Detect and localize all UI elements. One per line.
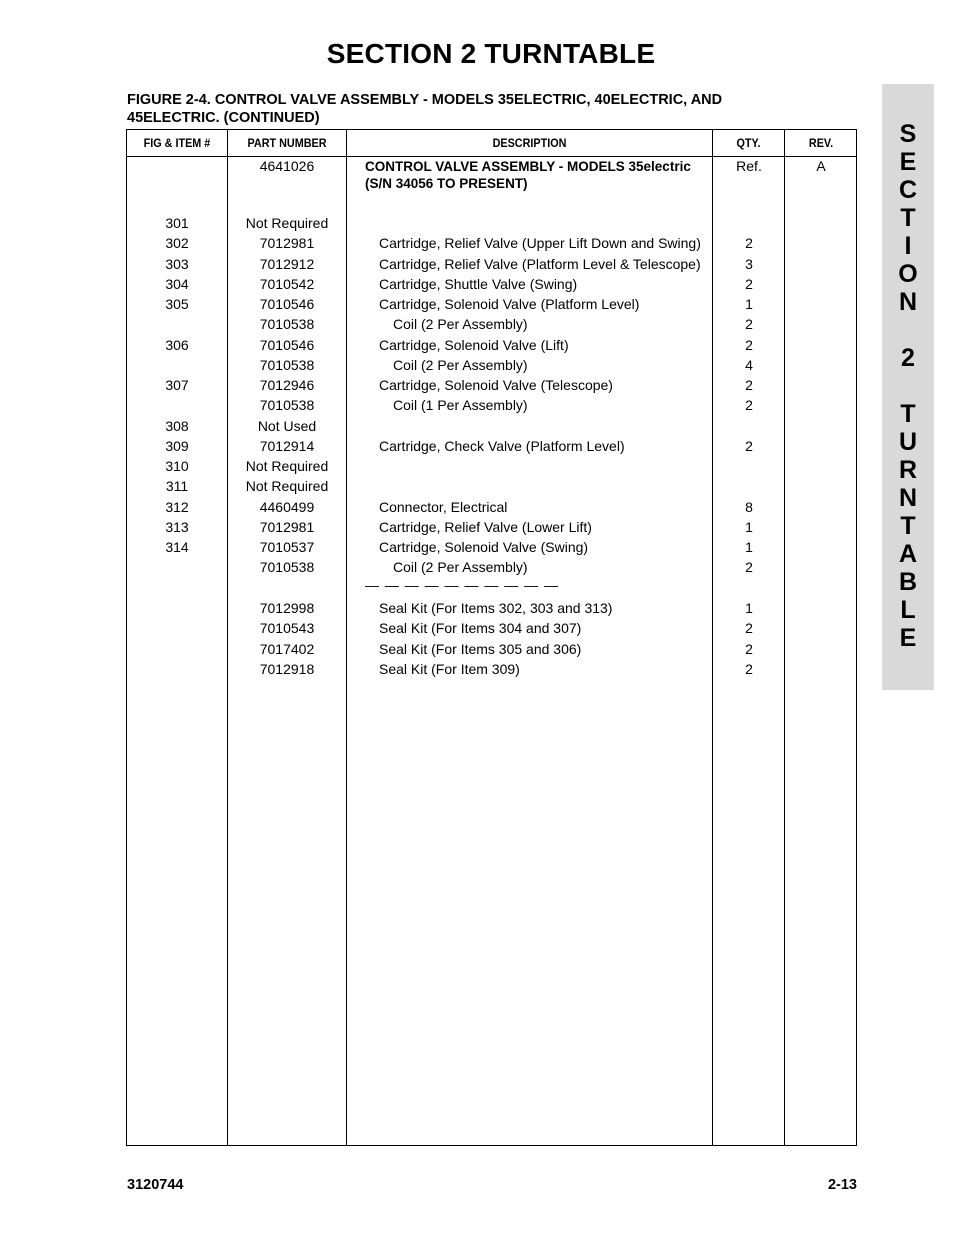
- part-qty: 2: [745, 235, 753, 251]
- part-description: Cartridge, Relief Valve (Platform Level & Telescope): [379, 256, 701, 272]
- side-tab-letter: I: [904, 232, 912, 260]
- part-description: Cartridge, Check Valve (Platform Level): [379, 438, 625, 454]
- part-number: Not Required: [245, 215, 329, 231]
- part-number: 7010546: [259, 296, 315, 312]
- part-qty: 2: [745, 377, 753, 393]
- header-part-number: PART NUMBER: [247, 136, 327, 150]
- header-description: DESCRIPTION: [492, 136, 567, 150]
- kit-qty: 2: [745, 641, 753, 657]
- kit-description: Seal Kit (For Item 309): [379, 661, 520, 677]
- side-tab-letter: T: [900, 204, 916, 232]
- part-number: 7010542: [259, 276, 315, 292]
- item-number: 309: [165, 438, 189, 454]
- part-qty: 3: [745, 256, 753, 272]
- part-qty: 8: [745, 499, 753, 515]
- part-description: Coil (2 Per Assembly): [393, 316, 528, 332]
- part-qty: 4: [745, 357, 753, 373]
- kit-qty: 2: [745, 620, 753, 636]
- section-title: SECTION 2 TURNTABLE: [326, 38, 656, 69]
- item-number: 304: [165, 276, 189, 292]
- item-number: 310: [165, 458, 189, 474]
- part-description: Connector, Electrical: [379, 499, 508, 515]
- item-number: 307: [165, 377, 189, 393]
- assembly-description-line-2: (S/N 34056 TO PRESENT): [365, 176, 528, 191]
- item-number: 306: [165, 337, 189, 353]
- column-divider: [712, 130, 713, 1145]
- part-qty: 2: [745, 337, 753, 353]
- part-description: Cartridge, Solenoid Valve (Telescope): [379, 377, 613, 393]
- side-tab-letter: O: [898, 260, 918, 288]
- part-number: 7010537: [259, 539, 315, 555]
- column-divider: [784, 130, 785, 1145]
- side-tab-letter: C: [898, 176, 918, 204]
- side-tab-letter: U: [898, 428, 918, 456]
- kit-qty: 2: [745, 661, 753, 677]
- part-qty: 2: [745, 559, 753, 575]
- figure-caption: [127, 91, 827, 127]
- assembly-part-number: 4641026: [259, 158, 315, 174]
- part-description: Cartridge, Solenoid Valve (Platform Level): [379, 296, 640, 312]
- part-number: Not Required: [245, 458, 329, 474]
- part-number: 7012981: [259, 519, 315, 535]
- side-tab-letter: E: [899, 148, 917, 176]
- item-number: 314: [165, 539, 189, 555]
- header-rev: REV.: [808, 136, 834, 150]
- part-qty: 2: [745, 316, 753, 332]
- item-number: 312: [165, 499, 189, 515]
- part-description: Cartridge, Solenoid Valve (Lift): [379, 337, 569, 353]
- header-divider: [127, 156, 856, 157]
- kit-description: Seal Kit (For Items 302, 303 and 313): [379, 600, 613, 616]
- header-fig-item: FIG & ITEM #: [143, 136, 211, 150]
- part-number: 7010538: [259, 397, 315, 413]
- item-number: 302: [165, 235, 189, 251]
- kit-qty: 1: [745, 600, 753, 616]
- parts-table: [126, 129, 857, 1146]
- part-number: Not Required: [245, 478, 329, 494]
- part-qty: 2: [745, 397, 753, 413]
- item-number: 303: [165, 256, 189, 272]
- side-tab-letter: L: [900, 596, 916, 624]
- part-number: 7012912: [259, 256, 315, 272]
- kit-description: Seal Kit (For Items 304 and 307): [379, 620, 582, 636]
- side-tab-letter: N: [898, 288, 918, 316]
- item-number: 301: [165, 215, 189, 231]
- side-tab-letter: N: [898, 484, 918, 512]
- part-qty: 1: [745, 296, 753, 312]
- part-description: Cartridge, Solenoid Valve (Swing): [379, 539, 589, 555]
- part-number: 7012946: [259, 377, 315, 393]
- part-number: 7012981: [259, 235, 315, 251]
- figure-caption-line-2: 45ELECTRIC. (CONTINUED): [127, 110, 320, 126]
- side-tab-letter: R: [898, 456, 918, 484]
- part-description: Cartridge, Relief Valve (Lower Lift): [379, 519, 592, 535]
- kit-part-number: 7017402: [259, 641, 315, 657]
- kit-description: Seal Kit (For Items 305 and 306): [379, 641, 582, 657]
- item-number: 313: [165, 519, 189, 535]
- side-tab-letter: T: [900, 400, 916, 428]
- section-side-tab: [882, 84, 934, 690]
- figure-caption-line-1: FIGURE 2-4. CONTROL VALVE ASSEMBLY - MODELS 35ELECTRIC, 40ELECTRIC, AND: [127, 92, 723, 108]
- item-number: 311: [165, 478, 189, 494]
- assembly-description-line-1: CONTROL VALVE ASSEMBLY - MODELS 35electric: [365, 159, 691, 174]
- assembly-rev: A: [816, 158, 826, 174]
- section-divider-dashes: — — — — — — — — — —: [365, 577, 560, 593]
- side-tab-letter: E: [899, 624, 917, 652]
- kit-part-number: 7012998: [259, 600, 315, 616]
- part-number: 7010538: [259, 316, 315, 332]
- part-number: 7010538: [259, 559, 315, 575]
- side-tab-letter: B: [898, 568, 918, 596]
- item-number: 305: [165, 296, 189, 312]
- assembly-qty: Ref.: [736, 158, 762, 174]
- part-qty: 1: [745, 519, 753, 535]
- part-number: 7010546: [259, 337, 315, 353]
- part-description: Cartridge, Relief Valve (Upper Lift Down and Swing): [379, 235, 701, 251]
- kit-part-number: 7012918: [259, 661, 315, 677]
- part-description: Coil (1 Per Assembly): [393, 397, 528, 413]
- header-qty: QTY.: [736, 136, 761, 150]
- part-qty: 2: [745, 276, 753, 292]
- kit-part-number: 7010543: [259, 620, 315, 636]
- part-number: 4460499: [259, 499, 315, 515]
- side-tab-letter: S: [899, 120, 917, 148]
- part-qty: 2: [745, 438, 753, 454]
- part-number: 7010538: [259, 357, 315, 373]
- document-number: 3120744: [127, 1177, 184, 1193]
- part-number: 7012914: [259, 438, 315, 454]
- part-qty: 1: [745, 539, 753, 555]
- part-description: Coil (2 Per Assembly): [393, 559, 528, 575]
- side-tab-letter: 2: [901, 344, 915, 372]
- side-tab-letter: T: [900, 512, 916, 540]
- part-number: Not Used: [257, 418, 317, 434]
- side-tab-letter: A: [898, 540, 918, 568]
- item-number: 308: [165, 418, 189, 434]
- column-divider: [346, 130, 347, 1145]
- part-description: Cartridge, Shuttle Valve (Swing): [379, 276, 578, 292]
- part-description: Coil (2 Per Assembly): [393, 357, 528, 373]
- page-number: 2-13: [827, 1177, 857, 1193]
